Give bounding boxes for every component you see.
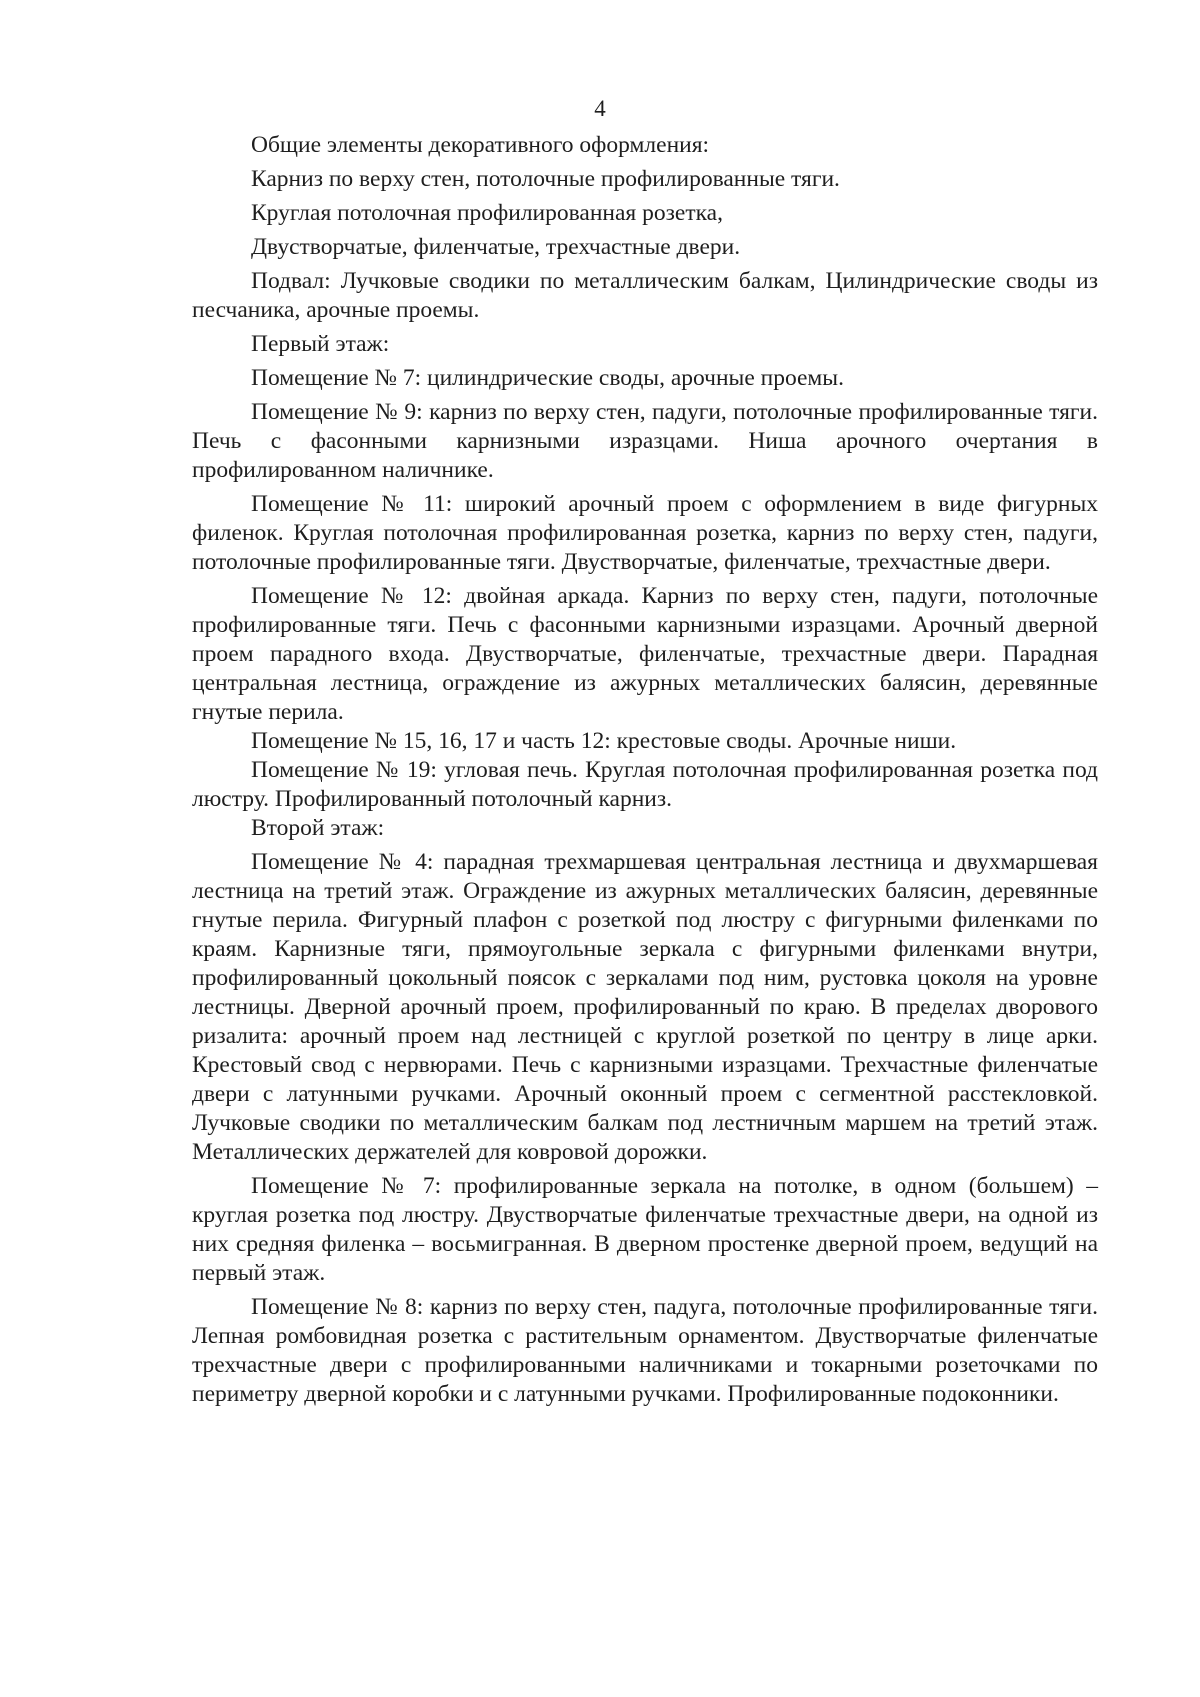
paragraph-room-7-first: Помещение № 7: цилиндрические своды, арочные проемы.: [251, 365, 844, 391]
page-number: 4: [594, 96, 606, 121]
paragraph-room-19: Помещение № 19: угловая печь. Круглая потолочная профилированная розетка под люстру. Профилированный потолочный карниз.: [192, 757, 1098, 812]
paragraph-second-floor-heading: Второй этаж:: [251, 815, 385, 841]
paragraph-first-floor-heading: Первый этаж:: [251, 331, 390, 357]
paragraph-cornice: Карниз по верху стен, потолочные профилированные тяги.: [251, 166, 840, 192]
paragraph-basement: Подвал: Лучковые сводики по металлическим балкам, Цилиндрические своды из песчаника, арочные проемы.: [192, 268, 1098, 323]
paragraph-general-elements: Общие элементы декоративного оформления:: [251, 132, 710, 158]
paragraph-rooms-15-17: Помещение № 15, 16, 17 и часть 12: крестовые своды. Арочные ниши.: [251, 728, 957, 754]
paragraph-room-7-second: Помещение № 7: профилированные зеркала на потолке, в одном (большем) – круглая розетка под люстру. Двустворчатые филенчатые трехчастные двери, на одной из них средняя филенка – восьмигранная. В дверном простенке дверной проем, ведущий на первый этаж.: [192, 1173, 1098, 1286]
paragraph-room-8: Помещение № 8: карниз по верху стен, падуга, потолочные профилированные тяги. Лепная ромбовидная розетка с растительным орнаментом. Двустворчатые филенчатые трехчастные двери с профилированными наличниками и токарными розеточками по периметру дверной коробки и с латунными ручками. Профилированные подоконники.: [192, 1294, 1098, 1407]
paragraph-room-9: Помещение № 9: карниз по верху стен, падуги, потолочные профилированные тяги. Печь с фасонными карнизными изразцами. Ниша арочного очертания в профилированном наличнике.: [192, 399, 1098, 483]
paragraph-doors: Двустворчатые, филенчатые, трехчастные двери.: [251, 234, 741, 260]
paragraph-room-4: Помещение № 4: парадная трехмаршевая центральная лестница и двухмаршевая лестница на третий этаж. Ограждение из ажурных металлических балясин, деревянные гнутые перила. Фигурный плафон с розеткой под люстру с фигурными филенками по краям. Карнизные тяги, прямоугольные зеркала с фигурными филенками внутри, профилированный цокольный поясок с зеркалами под ним, рустовка цоколя на уровне лестницы. Дверной арочный проем, профилированный по краю. В пределах дворового ризалита: арочный проем над лестницей с круглой розеткой по центру в лице арки. Крестовый свод с нервюрами. Печь с карнизными изразцами. Трехчастные филенчатые двери с латунными ручками. Арочный оконный проем с сегментной расстекловкой. Лучковые сводики по металлическим балкам под лестничным маршем на третий этаж. Металлических держателей для ковровой дорожки.: [192, 849, 1098, 1165]
paragraph-room-11: Помещение № 11: широкий арочный проем с оформлением в виде фигурных филенок. Круглая потолочная профилированная розетка, карниз по верху стен, падуги, потолочные профилированные тяги. Двустворчатые, филенчатые, трехчастные двери.: [192, 491, 1098, 575]
paragraph-rosette: Круглая потолочная профилированная розетка,: [251, 200, 723, 226]
document-body: [192, 131, 1098, 1409]
paragraph-room-12: Помещение № 12: двойная аркада. Карниз по верху стен, падуги, потолочные профилированные тяги. Печь с фасонными карнизными изразцами. Арочный дверной проем парадного входа. Двустворчатые, филенчатые, трехчастные двери. Парадная центральная лестница, ограждение из ажурных металлических балясин, деревянные гнутые перила.: [192, 583, 1098, 725]
